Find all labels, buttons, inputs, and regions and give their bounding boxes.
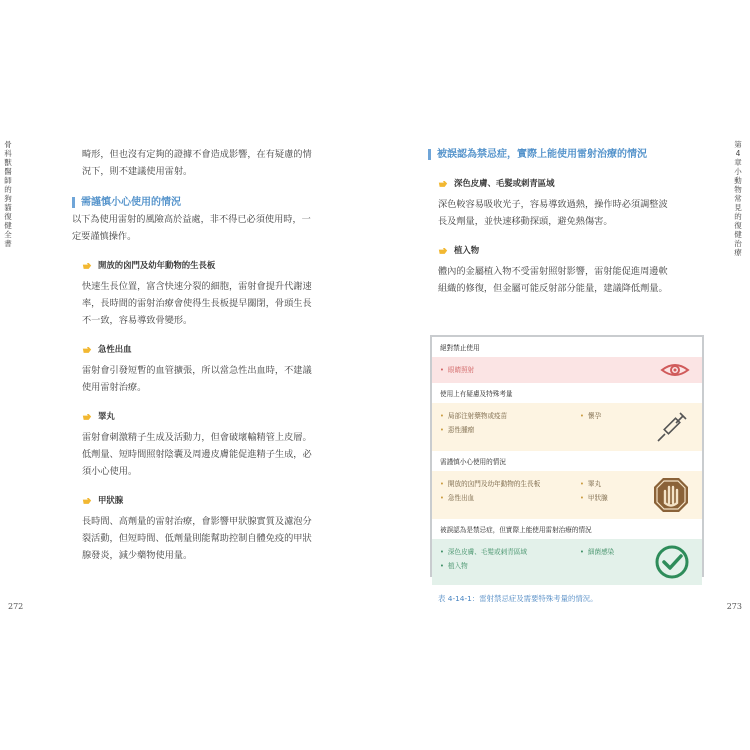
syringe-icon — [654, 409, 690, 445]
table-row — [432, 471, 702, 519]
item-heading: 植入物 — [438, 242, 672, 259]
right-page-column — [428, 146, 672, 297]
section-marker — [428, 149, 431, 160]
table-bullet: • 急性出血 — [440, 494, 475, 502]
opening-paragraph: 畸形，但也沒有定夠的證據不會造成影響，在有疑慮的情況下，則不建議使用雷射。 — [82, 149, 312, 177]
item-heading: 開放的囟門及幼年動物的生長板 — [82, 257, 320, 274]
table-row — [432, 403, 702, 451]
right-page-number: 273 — [726, 602, 742, 611]
table-bullet: • 細菌感染 — [580, 548, 615, 556]
table-bullet: • 甲狀腺 — [580, 494, 608, 502]
item-body: 深色較容易吸收光子，容易導致過熱，操作時必須調整波長及劑量，並快速移動探頭，避免熱傷害。 — [438, 199, 668, 227]
table-bullet: • 懷孕 — [580, 412, 602, 420]
laser-contraindication-table — [430, 335, 704, 577]
section-heading — [72, 194, 320, 211]
pointing-hand-icon — [82, 345, 92, 354]
left-page-column — [72, 146, 320, 564]
table-bullet: • 局部注射藥物或疫苗 — [440, 412, 508, 420]
table-row-header: 需謹慎小心使用的情況 — [440, 458, 506, 466]
table-row-header: 絕對禁止使用 — [440, 344, 480, 352]
item-body: 長時間、高劑量的雷射治療，會影響甲狀腺實質及濾泡分裂活動，但短時間、低劑量則能幫助控制自體免疫的甲狀腺發炎，減少藥物使用量。 — [82, 516, 312, 561]
pointing-hand-icon — [82, 412, 92, 421]
table-bullet: • 睪丸 — [580, 480, 602, 488]
item-heading: 睪丸 — [82, 408, 320, 425]
section-title: 被誤認為禁忌症，實際上能使用雷射治療的情況 — [437, 149, 647, 160]
pointing-hand-icon — [438, 179, 448, 188]
table-caption: 表 4-14-1：雷射禁忌症及需要特殊考量的情況。 — [438, 594, 598, 603]
item-heading: 急性出血 — [82, 341, 320, 358]
pointing-hand-icon — [438, 246, 448, 255]
table-row-header: 被誤認為是禁忌症，但實際上能使用雷射治療的情況 — [440, 526, 592, 534]
table-row — [432, 539, 702, 585]
pointing-hand-icon — [82, 496, 92, 505]
pointing-hand-icon — [82, 261, 92, 270]
table-bullet: • 惡性腫瘤 — [440, 426, 475, 434]
item-body: 雷射會引發短暫的血管擴張，所以當急性出血時，不建議使用雷射治療。 — [82, 365, 312, 393]
table-bullet: • 開放的囟門及幼年動物的生長板 — [440, 480, 541, 488]
left-running-title: 骨科獸醫師的狗貓復健全書 — [4, 140, 12, 248]
table-bullet: • 植入物 — [440, 562, 468, 570]
eye-icon — [660, 360, 690, 380]
left-page-number: 272 — [8, 602, 24, 611]
item-body: 快速生長位置，富含快速分裂的細胞，雷射會提升代謝速率，長時間的雷射治療會使得生長板提早關閉，骨頭生長不一致，容易導致骨變形。 — [82, 281, 312, 326]
item-heading: 深色皮膚、毛髮或刺青區域 — [438, 175, 672, 192]
right-running-title: 第4章 小動物常見的復健治療 — [734, 140, 742, 257]
item-body: 體內的金屬植入物不受雷射照射影響，雷射能促進周邊軟組織的修復，但金屬可能反射部分能量，建議降低劑量。 — [438, 266, 668, 294]
table-row — [432, 357, 702, 383]
section-marker — [72, 197, 75, 208]
item-heading: 甲狀腺 — [82, 492, 320, 509]
section-heading — [428, 146, 672, 163]
check-circle-icon — [654, 544, 690, 580]
table-bullet: • 深色皮膚、毛髮或刺青區域 — [440, 548, 528, 556]
item-body: 雷射會刺激精子生成及活動力，但會破壞輸精管上皮層。低劑量、短時間照射陰囊及周邊皮膚能促進精子生成，必須小心使用。 — [82, 432, 312, 477]
section-title: 需謹慎小心使用的情況 — [81, 197, 181, 208]
section-intro: 以下為使用雷射的風險高於益處，非不得已必須使用時，一定要謹慎操作。 — [72, 214, 311, 242]
stop-hand-icon — [652, 476, 690, 514]
table-bullet: • 眼睛照射 — [440, 366, 475, 374]
table-row-header: 使用上有疑慮及特殊考量 — [440, 390, 513, 398]
